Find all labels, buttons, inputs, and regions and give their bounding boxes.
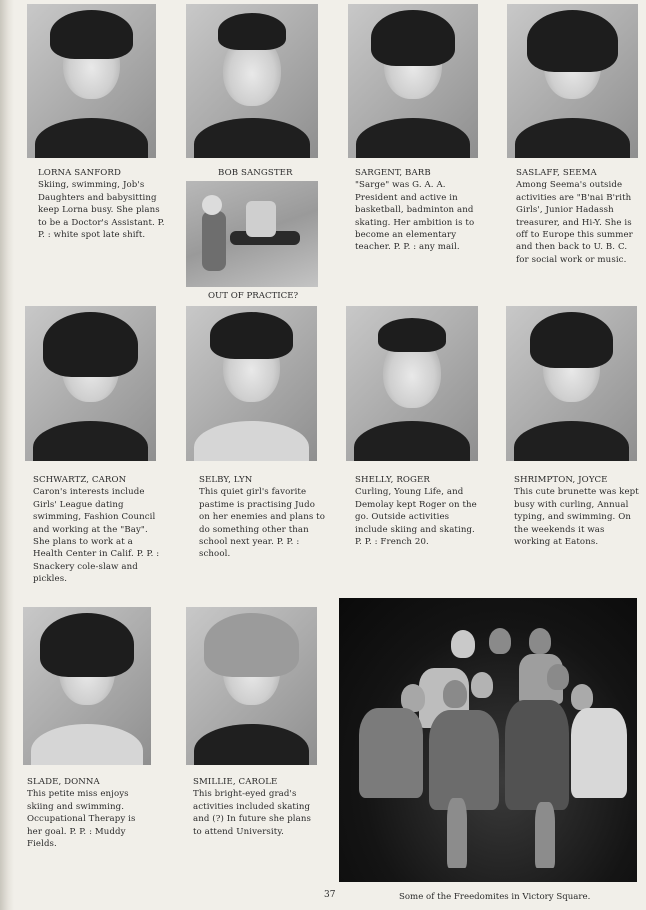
portrait-photo-selby [186, 306, 317, 461]
portrait-photo-slade [23, 607, 151, 765]
student-name: SHRIMPTON, JOYCE [514, 475, 608, 485]
student-bio: Among Seema's outside activities are "B'nai B'rith Girls', Junior Hadassh treasurer, and Hi-Y. She is off to Europe this summer and then back to U. B. C. for social work or music. [516, 180, 633, 265]
portrait-photo-sanford [27, 4, 156, 158]
portrait-photo-smillie [186, 607, 317, 765]
group-photo-caption: Some of the Freedomites in Victory Square. [399, 892, 591, 902]
caption-shelly [355, 474, 483, 548]
caption-sangster [218, 167, 318, 179]
portrait-photo-sangster [186, 4, 318, 158]
caption-sargent [355, 167, 479, 254]
portrait-photo-shelly [346, 306, 478, 461]
student-bio: This petite miss enjoys skiing and swimming. Occupational Therapy is her goal. P. P. : Muddy Fields. [27, 789, 136, 850]
student-name: SMILLIE, CAROLE [193, 777, 278, 787]
portrait-photo-sargent [348, 4, 478, 158]
group-photo-freedomites [339, 598, 637, 882]
caption-shrimpton [514, 474, 640, 548]
caption-selby [199, 474, 327, 561]
portrait-photo-saslaff [507, 4, 638, 158]
student-bio: This quiet girl's favorite pastime is practising Judo on her enemies and plans to do something other than school next year. P. P. : school. [199, 487, 325, 560]
student-name: SCHWARTZ, CARON [33, 475, 127, 485]
student-bio: Curling, Young Life, and Demolay kept Roger on the go. Outside activities include skiing and skating. P. P. : French 20. [355, 487, 477, 548]
portrait-photo-shrimpton [506, 306, 637, 461]
caption-schwartz [33, 474, 161, 586]
student-bio: This bright-eyed grad's activities included skating and (?) In future she plans to attend University. [193, 789, 312, 837]
student-name: SASLAFF, SEEMA [516, 168, 597, 178]
page-binding-shadow [0, 0, 14, 910]
student-bio: Skiing, swimming, Job's Daughters and babysitting keep Lorna busy. She plans to be a Doctor's Assistant. P. P. : white spot late shift. [38, 180, 165, 241]
student-bio: This cute brunette was kept busy with curling, Annual typing, and swimming. On the weekends it was working at Eatons. [514, 487, 639, 548]
page-number: 37 [324, 890, 336, 900]
candid-photo [186, 181, 318, 287]
caption-saslaff [516, 167, 640, 266]
caption-slade [27, 776, 153, 850]
student-bio: "Sarge" was G. A. A. President and active in basketball, badminton and skating. Her ambition is to become an elementary teacher. P. P. : any mail. [355, 180, 475, 253]
caption-sanford [38, 167, 166, 241]
student-name: SLADE, DONNA [27, 777, 100, 787]
student-name: SHELLY, ROGER [355, 475, 430, 485]
student-name: SARGENT, BARB [355, 168, 431, 178]
student-name: SELBY, LYN [199, 475, 253, 485]
student-name: LORNA SANFORD [38, 168, 121, 178]
caption-smillie [193, 776, 321, 838]
student-bio: Caron's interests include Girls' League dating swimming, Fashion Council and working at the "Bay". She plans to work at a Health Center in Calif. P. P. : Snackery cole-slaw and pickles. [33, 487, 160, 585]
candid-caption: OUT OF PRACTICE? [208, 291, 299, 301]
portrait-photo-schwartz [25, 306, 156, 461]
student-name: BOB SANGSTER [218, 168, 293, 178]
